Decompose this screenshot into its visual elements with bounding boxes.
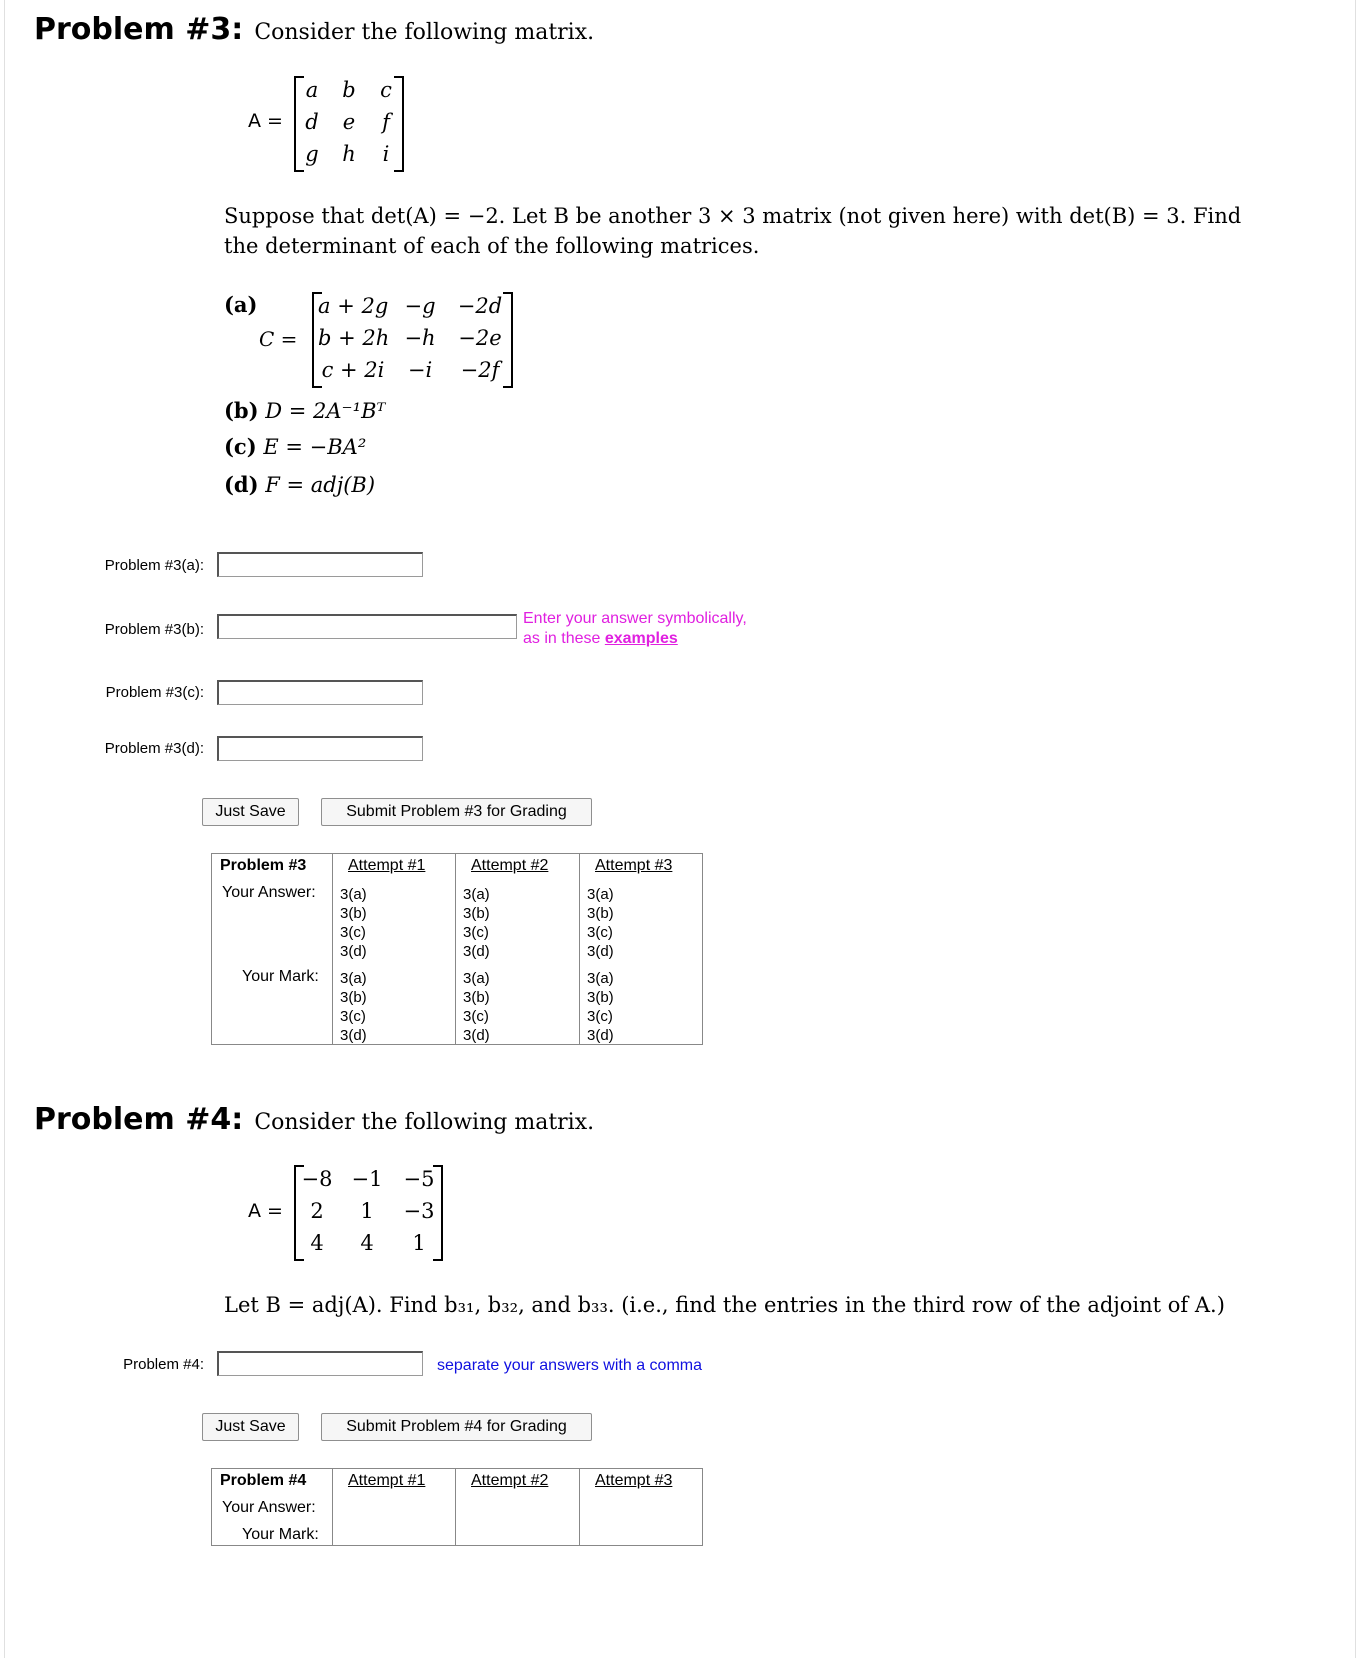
- p3-attempt2-marks: [463, 969, 490, 1045]
- p3-hint-line1: Enter your answer symbolically,: [523, 610, 747, 627]
- p3-matA-cell: h: [342, 142, 356, 166]
- p4-statement: Let B = adj(A). Find b₃₁, b₃₂, and b₃₃. (i.e., find the entries in the third row of the adjoint of A.): [224, 1293, 1225, 1317]
- table-divider: [455, 1469, 456, 1545]
- p3-statement: Suppose that det(A) = −2. Let B be another 3 × 3 matrix (not given here) with det(B) = 3. Find the determinant of each of the following matrices.: [224, 204, 1242, 258]
- p4-table-head: Problem #4: [220, 1472, 307, 1489]
- p4-matrix-a-label: A =: [248, 1200, 283, 1222]
- p4-label: Problem #4:: [123, 1356, 204, 1373]
- p3-attempts-table: [211, 853, 703, 1045]
- list-item: 3(d): [587, 943, 614, 960]
- p3-matA-cell: i: [382, 142, 390, 166]
- list-item: 3(a): [340, 886, 367, 903]
- p3-matA-cell: a: [305, 78, 319, 102]
- problem-4-intro: Consider the following matrix.: [254, 1110, 595, 1135]
- p4-matA-cell: −5: [403, 1167, 435, 1191]
- p3b-label: Problem #3(b):: [104, 621, 204, 638]
- p3-matrix-a-label: A =: [248, 110, 283, 132]
- p4-attempt-2-link[interactable]: Attempt #2: [471, 1472, 549, 1489]
- p3a-answer-input[interactable]: [217, 552, 423, 577]
- list-item: 3(b): [587, 905, 614, 922]
- p3-your-answer-label: Your Answer:: [222, 884, 316, 901]
- examples-link[interactable]: examples: [604, 630, 678, 647]
- problem-4-heading: [34, 1102, 594, 1137]
- p4-matA-cell: 4: [310, 1231, 324, 1255]
- p3c-answer-input[interactable]: [217, 680, 423, 705]
- list-item: 3(b): [463, 989, 490, 1006]
- list-item: 3(a): [463, 970, 490, 987]
- list-item: 3(d): [463, 943, 490, 960]
- list-item: 3(a): [587, 886, 614, 903]
- list-item: 3(c): [340, 1008, 366, 1025]
- list-item: 3(d): [587, 1027, 614, 1044]
- list-item: 3(c): [340, 924, 366, 941]
- p3-part-d: [224, 472, 375, 497]
- p3-attempt3-answers: [587, 885, 614, 961]
- p3-submit-button[interactable]: Submit Problem #3 for Grading: [321, 798, 592, 826]
- p3-matC-cell: −2f: [460, 358, 500, 382]
- p3-matA-cell: e: [342, 110, 356, 134]
- p3-attempt-1-link[interactable]: Attempt #1: [348, 857, 426, 874]
- list-item: 3(c): [463, 1008, 489, 1025]
- table-divider: [332, 854, 333, 1044]
- p3-matC-cell: c + 2i: [321, 358, 385, 382]
- p4-your-mark-label: Your Mark:: [242, 1526, 319, 1543]
- p3-attempt-3-link[interactable]: Attempt #3: [595, 857, 673, 874]
- list-item: 3(d): [340, 1027, 367, 1044]
- p4-just-save-button[interactable]: Just Save: [202, 1413, 299, 1441]
- p4-your-answer-label: Your Answer:: [222, 1499, 316, 1516]
- list-item: 3(b): [340, 905, 367, 922]
- problem-3-intro: Consider the following matrix.: [254, 20, 595, 45]
- p4-attempt-3-link[interactable]: Attempt #3: [595, 1472, 673, 1489]
- table-divider: [579, 854, 580, 1044]
- problem-3-heading: [34, 12, 594, 47]
- p3-part-b-expr: D = 2A⁻¹Bᵀ: [265, 399, 386, 423]
- p3-matC-cell: −h: [404, 326, 436, 350]
- p3-matA-cell: g: [305, 142, 319, 166]
- p4-answer-input[interactable]: [217, 1351, 423, 1376]
- table-divider: [579, 1469, 580, 1545]
- p3-your-mark-label: Your Mark:: [242, 968, 319, 985]
- list-item: 3(b): [587, 989, 614, 1006]
- p3-matA-cell: d: [305, 110, 319, 134]
- p3-attempt1-answers: [340, 885, 367, 961]
- p3-attempt2-answers: [463, 885, 490, 961]
- p4-submit-button[interactable]: Submit Problem #4 for Grading: [321, 1413, 592, 1441]
- list-item: 3(b): [340, 989, 367, 1006]
- table-divider: [332, 1469, 333, 1545]
- p3-part-d-label: (d): [224, 472, 259, 497]
- p4-matA-cell: −3: [403, 1199, 435, 1223]
- p4-matA-cell: 4: [360, 1231, 374, 1255]
- p3-matC-cell: −2e: [458, 326, 502, 350]
- problem-4-title: Problem #4:: [34, 1102, 244, 1137]
- p3d-label: Problem #3(d):: [104, 740, 204, 757]
- p4-matA-cell: 1: [412, 1231, 426, 1255]
- p3-matC-cell: −2d: [457, 294, 503, 318]
- p3b-answer-input[interactable]: [217, 614, 517, 639]
- p4-matA-cell: 2: [310, 1199, 324, 1223]
- p3-hint-line2: as in these: [523, 630, 601, 647]
- p4-comma-hint: separate your answers with a comma: [437, 1357, 702, 1374]
- p3c-label: Problem #3(c):: [105, 684, 204, 701]
- p3-attempt-2-link[interactable]: Attempt #2: [471, 857, 549, 874]
- problem-3-title: Problem #3:: [34, 12, 244, 47]
- list-item: 3(d): [463, 1027, 490, 1044]
- p3-matA-cell: b: [342, 78, 356, 102]
- p4-attempts-table: [211, 1468, 703, 1546]
- p3-just-save-button[interactable]: Just Save: [202, 798, 299, 826]
- p3-part-c: [224, 434, 366, 459]
- p3-matC-cell: b + 2h: [318, 326, 390, 350]
- p3-attempt3-marks: [587, 969, 614, 1045]
- p3d-answer-input[interactable]: [217, 736, 423, 761]
- list-item: 3(a): [340, 970, 367, 987]
- table-divider: [455, 854, 456, 1044]
- list-item: 3(a): [463, 886, 490, 903]
- p3-part-c-expr: E = −BA²: [263, 435, 367, 459]
- p3-matA-cell: f: [382, 110, 390, 134]
- p3-matC-cell: a + 2g: [318, 294, 389, 318]
- list-item: 3(a): [587, 970, 614, 987]
- list-item: 3(c): [463, 924, 489, 941]
- p3-part-d-expr: F = adj(B): [265, 473, 376, 497]
- p3-attempt1-marks: [340, 969, 367, 1045]
- p3-part-c-label: (c): [224, 434, 257, 459]
- p3-matA-cell: c: [380, 78, 392, 102]
- list-item: 3(d): [340, 943, 367, 960]
- p3-matrix-c-label: C =: [259, 327, 298, 351]
- p3-matC-cell: −i: [407, 358, 433, 382]
- p3-symbolic-hint: [523, 609, 747, 649]
- list-item: 3(b): [463, 905, 490, 922]
- list-item: 3(c): [587, 924, 613, 941]
- p4-attempt-1-link[interactable]: Attempt #1: [348, 1472, 426, 1489]
- p3a-label: Problem #3(a):: [104, 557, 204, 574]
- p4-matA-cell: 1: [360, 1199, 374, 1223]
- p3-part-a-label: (a): [224, 292, 258, 317]
- p3-part-b-label: (b): [224, 398, 259, 423]
- list-item: 3(c): [587, 1008, 613, 1025]
- p3-table-head: Problem #3: [220, 857, 307, 874]
- p3-matC-cell: −g: [404, 294, 436, 318]
- p4-matA-cell: −1: [351, 1167, 383, 1191]
- p3-part-b: [224, 398, 385, 423]
- p4-matA-cell: −8: [301, 1167, 333, 1191]
